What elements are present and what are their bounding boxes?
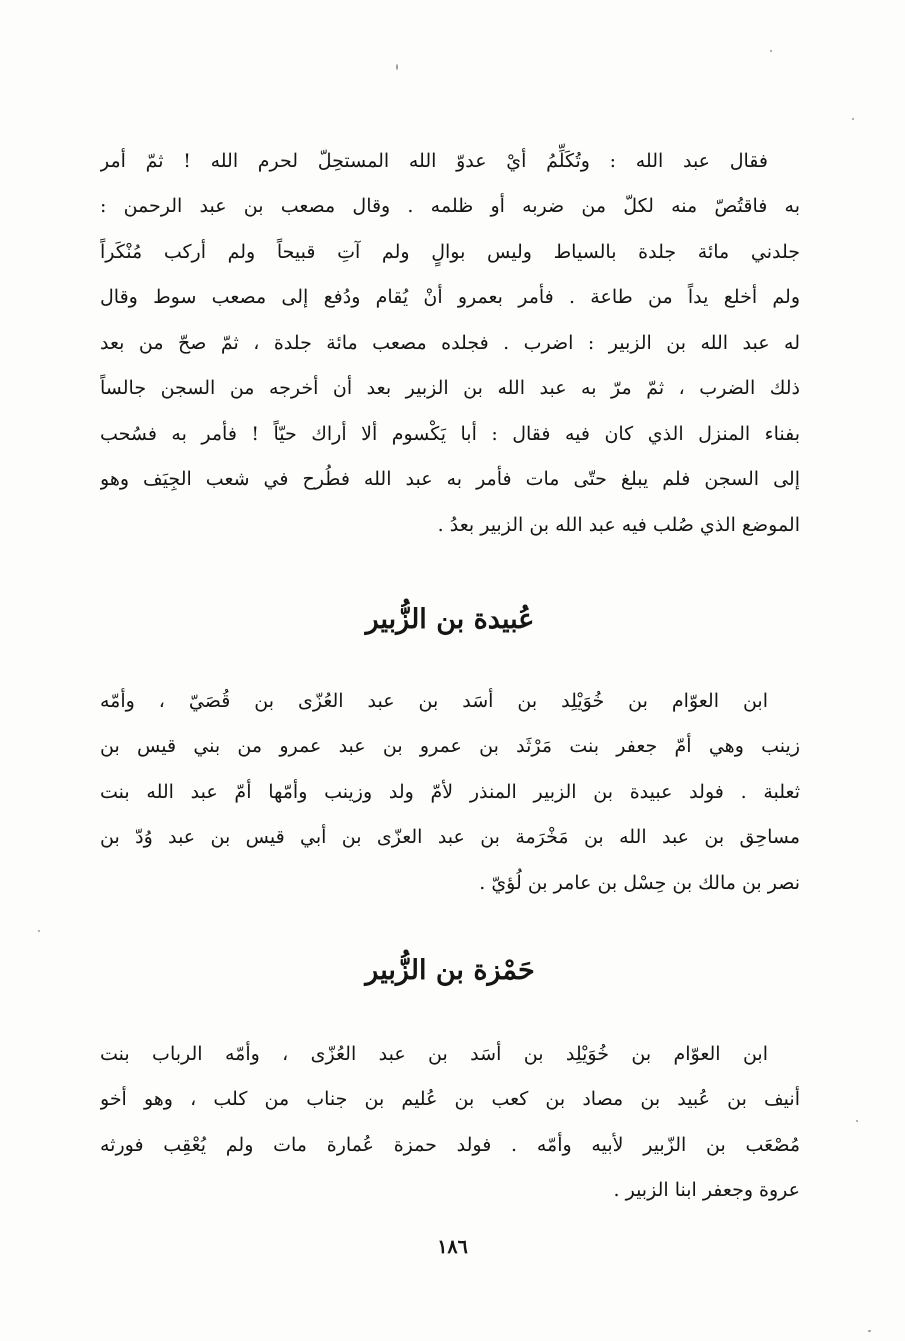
text-line: به فاقتُصّ منه لكلّ من ضربه أو ظلمه . وقال مصعب بن عبد الرحمن :: [100, 195, 800, 217]
text-line: إلى السجن فلم يبلغ حتّى مات فأمر به عبد الله فطُرح في شعب الجِيَف وهو: [100, 468, 800, 490]
text-line: ابن العوّام بن خُوَيْلِد بن أسَد بن عبد العُزّى بن قُصَيّ ، وأمّه: [100, 690, 768, 712]
text-line: فقال عبد الله : وتُكَلِّمُ أيْ عدوّ الله المستحِلّ لحرم الله ! ثمّ أمر: [100, 150, 768, 172]
scan-speck: [868, 1330, 871, 1332]
text-line: له عبد الله بن الزبير : اضرب . فجلده مصعب مائة جلدة ، ثمّ صحّ من بعد: [100, 332, 800, 354]
text-line: نصر بن مالك بن حِسْل بن عامر بن لُؤيّ .: [479, 872, 800, 894]
paragraph-hamza: [100, 1034, 800, 1214]
scan-speck: [856, 1120, 858, 1122]
text-line: مُصْعَب بن الزّبير لأبيه وأمّه . فولد حمزة عُمارة مات ولم يُعْقِب فورثه: [100, 1134, 800, 1156]
text-line: بفناء المنزل الذي كان فيه فقال : أبا يَكْسوم ألا أراك حيّاً ! فأمر به فسُحب: [100, 423, 800, 445]
paragraph-ubayda: [100, 681, 800, 901]
text-line: ولم أخلع يداً من طاعة . فأمر بعمرو أنْ يُقام ودُفع إلى مصعب سوط وقال: [100, 286, 800, 308]
text-line: عروة وجعفر ابنا الزبير .: [613, 1179, 800, 1201]
text-line: ذلك الضرب ، ثمّ مرّ به عبد الله بن الزبير بعد أن أخرجه من السجن جالساً: [100, 377, 800, 399]
page-number: ١٨٦: [437, 1236, 468, 1258]
text-line: زينب وهي أمّ جعفر بنت مَرْثَد بن عمرو بن عبد عمرو من بني قيس بن: [100, 735, 800, 757]
scan-speck: [852, 118, 854, 120]
paragraph-opening: [100, 141, 800, 541]
text-line: الموضع الذي صُلب فيه عبد الله بن الزبير بعدُ .: [437, 514, 800, 536]
scan-speck: [38, 930, 40, 932]
text-line: مساحِق بن عبد الله بن مَخْرَمة بن عبد العزّى بن أبي قيس بن عبد وُدّ بن: [100, 826, 800, 848]
section-heading-ubayda: عُبيدة بن الزُّبير: [365, 604, 535, 635]
text-line: ابن العوّام بن خُوَيْلِد بن أسَد بن عبد العُزّى ، وأمّه الرباب بنت: [100, 1043, 768, 1065]
text-line: أنيف بن عُبيد بن مصاد بن كعب بن عُليم بن جناب من كلب ، وهو أخو: [100, 1088, 800, 1110]
scan-speck: [396, 64, 398, 70]
text-line: ثعلبة . فولد عبيدة بن الزبير المنذر لأمّ ولد وزينب وأمّها أمّ عبد الله بنت: [100, 781, 800, 803]
scan-speck: [770, 50, 772, 52]
text-line: جلدني مائة جلدة بالسياط وليس بوالٍ ولم آتِ قبيحاً ولم أركب مُنْكَراً: [100, 241, 800, 263]
section-heading-hamza: حَمْزة بن الزُّبير: [365, 955, 535, 986]
